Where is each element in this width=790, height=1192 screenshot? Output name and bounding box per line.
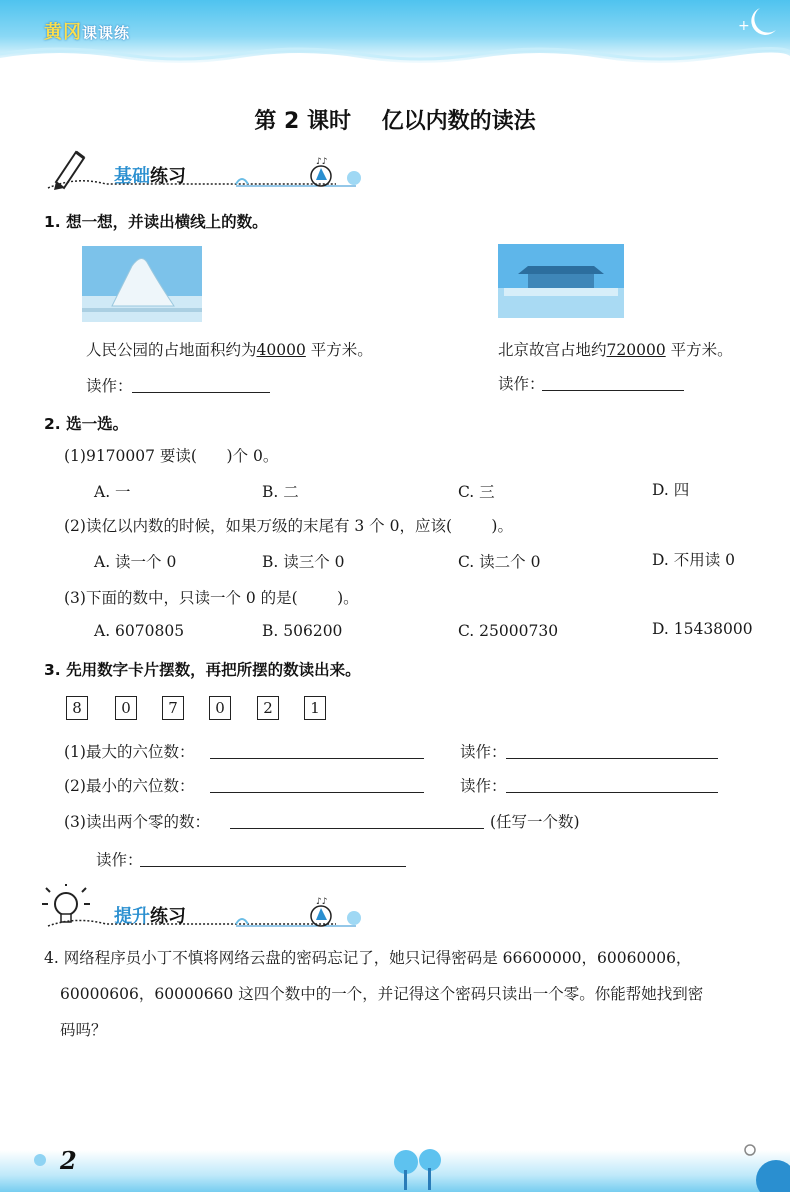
option-2-2-d[interactable]: D. 不用读 0 <box>652 551 736 569</box>
question-1-prompt: 1. 想一想，并读出横线上的数。 <box>44 213 268 231</box>
option-2-3-d[interactable]: D. 15438000 <box>652 620 753 638</box>
option-2-3-b[interactable]: B. 506200 <box>262 622 343 640</box>
section-label-advanced: 提升练习 <box>114 906 186 927</box>
question-4-line-2: 60000606，60000660 这四个数中的一个，并记得这个密码只读出一个零。你能帮她找到密 <box>60 985 704 1003</box>
answer-blank-two-zeros-read[interactable] <box>140 852 406 867</box>
option-2-1-b[interactable]: B. 二 <box>262 483 299 501</box>
park-area-number: 40000 <box>256 341 306 359</box>
forbidden-city-photo <box>498 244 624 318</box>
lightbulb-icon <box>36 884 376 932</box>
digit-card: 0 <box>115 696 137 720</box>
section-label-basic: 基础练习 <box>114 166 186 187</box>
pencil-icon <box>36 146 376 192</box>
question-2-3-stem: (3)下面的数中，只读一个 0 的是( )。 <box>64 589 359 607</box>
question-3-1-label: (1)最大的六位数： <box>64 743 195 761</box>
question-2-1-stem: (1)9170007 要读( )个 0。 <box>64 447 279 465</box>
option-2-3-c[interactable]: C. 25000730 <box>458 622 559 640</box>
question-3-2-label: (2)最小的六位数： <box>64 777 195 795</box>
question-4-line-3: 码吗？ <box>60 1021 107 1039</box>
option-2-3-a[interactable]: A. 6070805 <box>94 622 185 640</box>
option-2-2-b[interactable]: B. 读三个 0 <box>262 553 345 571</box>
question-3-1-read-label: 读作： <box>460 743 507 761</box>
answer-blank-largest[interactable] <box>210 744 424 759</box>
flower-decoration-icon <box>30 1150 50 1170</box>
option-2-1-d[interactable]: D. 四 <box>652 481 690 499</box>
answer-blank-smallest[interactable] <box>210 778 424 793</box>
digit-card: 1 <box>304 696 326 720</box>
answer-blank-smallest-read[interactable] <box>506 778 718 793</box>
question-3-2-read-label: 读作： <box>460 777 507 795</box>
question-2-2-stem: (2)读亿以内数的时候，如果万级的末尾有 3 个 0，应该( )。 <box>64 517 513 535</box>
tree-decoration-icon <box>380 1140 460 1192</box>
page-number: 2 <box>60 1146 77 1175</box>
question-1-right-text: 北京故宫占地约720000 平方米。 <box>498 341 733 359</box>
option-2-1-c[interactable]: C. 三 <box>458 483 495 501</box>
question-4-line-1: 4. 网络程序员小丁不慎将网络云盘的密码忘记了，她只记得密码是 66600000，60060006， <box>44 949 692 967</box>
question-1-right-answer: 读作： <box>498 375 545 393</box>
answer-blank-palace[interactable] <box>542 376 684 391</box>
option-2-2-a[interactable]: A. 读一个 0 <box>94 553 177 571</box>
brand-logo: 黄冈课课练 <box>44 22 131 43</box>
digit-card: 8 <box>66 696 88 720</box>
moon-star-icon <box>730 4 786 40</box>
corner-decoration-icon <box>740 1140 790 1192</box>
question-3-prompt: 3. 先用数字卡片摆数，再把所摆的数读出来。 <box>44 661 361 679</box>
park-photo <box>82 246 202 322</box>
svg-text:♪♪: ♪♪ <box>316 157 328 167</box>
answer-blank-largest-read[interactable] <box>506 744 718 759</box>
digit-card: 2 <box>257 696 279 720</box>
digit-card: 0 <box>209 696 231 720</box>
page-title: 第 2 课时 亿以内数的读法 <box>254 109 536 134</box>
question-1-left-answer: 读作： <box>86 377 133 395</box>
answer-blank-two-zeros[interactable] <box>230 814 484 829</box>
section-header-advanced <box>36 884 376 932</box>
question-3-3-read-label: 读作： <box>96 851 143 869</box>
option-2-1-a[interactable]: A. 一 <box>94 483 131 501</box>
question-2-prompt: 2. 选一选。 <box>44 415 129 433</box>
question-1-left-text: 人民公园的占地面积约为40000 平方米。 <box>86 341 373 359</box>
section-header-basic <box>36 146 376 192</box>
question-3-3-label: (3)读出两个零的数： <box>64 813 210 831</box>
digit-card: 7 <box>162 696 184 720</box>
svg-text:♪♪: ♪♪ <box>316 897 328 907</box>
palace-area-number: 720000 <box>606 341 666 359</box>
svg-text:+: + <box>738 18 750 34</box>
option-2-2-c[interactable]: C. 读二个 0 <box>458 553 541 571</box>
header-wave-decoration <box>0 40 790 80</box>
answer-blank-park[interactable] <box>132 378 270 393</box>
question-3-3-note: (任写一个数) <box>490 813 580 831</box>
